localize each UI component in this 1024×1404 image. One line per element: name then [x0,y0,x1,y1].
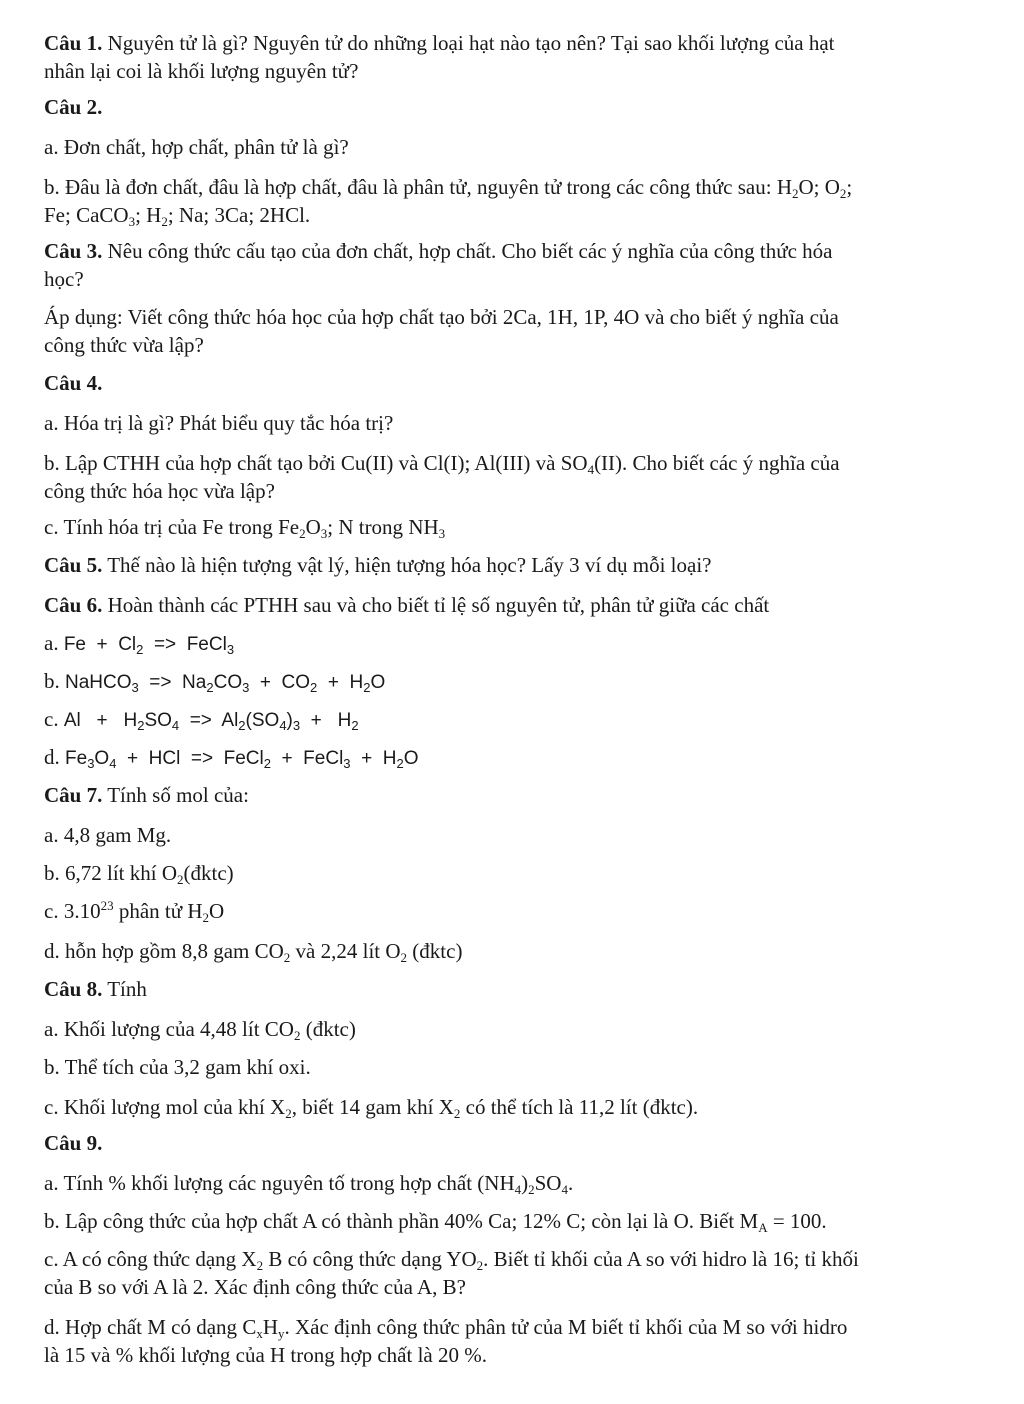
q9-c-line1: c. A có công thức dạng $X_2$ B có công thức dạng $YO_2$. Biết tỉ khối của A so với hidro là 16; tỉ khối [44,1247,859,1273]
q7-a: a. 4,8 gam Mg. [44,823,172,847]
q9-label: Câu 9. [44,1131,103,1155]
q1-text: Nguyên tử là gì? Nguyên tử do những loại hạt nào tạo nên? Tại sao khối lượng của hạt [102,31,835,55]
q8-label: Câu 8. [44,977,103,1001]
q7-b-tail: (đktc) [183,861,234,885]
q8-b: b. Thể tích của 3,2 gam khí oxi. [44,1055,311,1079]
q8-c-mid: , biết 14 gam khí [291,1095,439,1119]
q8-a-tail: (đktc) [300,1017,356,1041]
q7-line [44,782,1000,808]
q4-b-head: b. Lập CTHH của hợp chất tạo bởi Cu(II) và Cl(I); Al(III) và SO [44,451,588,475]
q9-c-tail: . Biết tỉ khối của A so với hidro là 16; tỉ khối [483,1247,859,1271]
q8-text: Tính [102,977,147,1001]
q7-c: c. 3.10$^{23}$ phân tử $H_2O$ [44,898,225,925]
equation-c: $Al + H_2SO_4 => Al_2(SO_4)_3 + H_2$ [63,710,359,733]
equation-d: $Fe_3O_4$ + HCl => FeCl$_2$ + FeCl$_3$ + $H_2O$ [65,748,419,771]
equation-a: $Fe + Cl_2$ => FeCl$_3$ [63,634,235,657]
q6-d [44,744,1000,772]
q6-b [44,668,1000,696]
q4-b-tail: (II). Cho biết các ý nghĩa của [594,451,840,475]
q2-b-line1: b. Đâu là đơn chất, đâu là hợp chất, đâu là phân tử, nguyên tử trong các công thức sau: $H_2O$; $O_2$; [44,175,853,201]
q4-c-mid: ; N trong [327,515,409,539]
q1-label: Câu 1. [44,31,103,55]
q6-line [44,592,1000,618]
q7-label: Câu 7. [44,783,103,807]
q8-a-head: a. Khối lượng của 4,48 lít [44,1017,265,1041]
q8-c-head: c. Khối lượng mol của khí [44,1095,271,1119]
q3-text: Nêu công thức cấu tạo của đơn chất, hợp chất. Cho biết các ý nghĩa của công thức hóa [102,239,833,263]
q9-c-line2: của B so với A là 2. Xác định công thức của A, B? [44,1275,466,1299]
q8-c-tail: có thể tích là 11,2 lít (đktc). [460,1095,699,1119]
q1-line1 [44,30,1000,56]
q8-a: a. Khối lượng của 4,48 lít $CO_2$ (đktc) [44,1017,356,1043]
q7-d-tail: (đktc) [407,939,463,963]
q4-b-line1: b. Lập CTHH của hợp chất tạo bởi Cu(II) và Cl(I); Al(III) và $SO_4(II)$. Cho biết các ý nghĩa của [44,451,840,477]
q4-a: a. Hóa trị là gì? Phát biểu quy tắc hóa trị? [44,411,394,435]
q7-d-mid: và 2,24 lít [290,939,386,963]
q4-label: Câu 4. [44,371,103,395]
q6-text: Hoàn thành các PTHH sau và cho biết tỉ lệ số nguyên tử, phân tử giữa các chất [102,593,770,617]
q7-c-mid: phân tử [113,899,188,923]
q1-line2: nhân lại coi là khối lượng nguyên tử? [44,59,359,83]
q9-d-tail: . Xác định công thức phân tử của M biết tỉ khối của M so với hidro [284,1315,848,1339]
q9-b: b. Lập công thức của hợp chất A có thành phần 40% Ca; 12% C; còn lại là O. Biết $M_A = 100$. [44,1209,827,1235]
q7-b-head: b. 6,72 lít khí [44,861,162,885]
q9-b-tail: = 100. [767,1209,827,1233]
q3-apply-line1: Áp dụng: Viết công thức hóa học của hợp chất tạo bởi 2Ca, 1H, 1P, 4O và cho biết ý nghĩa của [44,305,839,329]
q6-a-label: a. [44,631,59,655]
q4-b-line2: công thức hóa học vừa lập? [44,479,275,503]
q8-line [44,976,1000,1002]
q5-label: Câu 5. [44,553,103,577]
q6-b-label: b. [44,669,60,693]
q9-a-head: a. Tính % khối lượng các nguyên tố trong hợp chất [44,1171,478,1195]
q2-label: Câu 2. [44,95,103,119]
q6-c-label: c. [44,707,59,731]
q5-text: Thế nào là hiện tượng vật lý, hiện tượng hóa học? Lấy 3 ví dụ mỗi loại? [102,553,712,577]
q9-a: a. Tính % khối lượng các nguyên tố trong hợp chất $(NH_4)_2SO_4$. [44,1171,574,1197]
equation-b: NaHCO$_3$ => $Na_2CO_3 + CO_2 + H_2O$ [65,672,386,695]
q5-line [44,552,1000,578]
q9-c-head: c. A có công thức dạng [44,1247,242,1271]
q6-a [44,630,1000,658]
q4-c: c. Tính hóa trị của Fe trong $Fe_2O_3$; N trong $NH_3$ [44,515,446,541]
q6-c [44,706,1000,734]
q2-a: a. Đơn chất, hợp chất, phân tử là gì? [44,135,349,159]
q7-d: d. hỗn hợp gồm 8,8 gam $CO_2$ và 2,24 lít $O_2$ (đktc) [44,939,463,965]
q9-c-mid: B có công thức dạng [263,1247,447,1271]
q7-c-exponent: 23 [100,898,114,913]
q2-b-text: b. Đâu là đơn chất, đâu là hợp chất, đâu là phân tử, nguyên tử trong các công thức sau: [44,175,777,199]
q9-b-head: b. Lập công thức của hợp chất A có thành phần 40% Ca; 12% C; còn lại là O. Biết [44,1209,740,1233]
q3-line1 [44,238,1000,264]
q7-d-head: d. hỗn hợp gồm 8,8 gam [44,939,255,963]
q8-c: c. Khối lượng mol của khí $X_2$, biết 14 gam khí $X_2$ có thể tích là 11,2 lít (đktc). [44,1095,699,1121]
q7-b: b. 6,72 lít khí $O_2(đktc)$ [44,861,234,887]
q3-label: Câu 3. [44,239,103,263]
q4-c-head: c. Tính hóa trị của Fe trong [44,515,279,539]
q3-apply-line2: công thức vừa lập? [44,333,204,357]
q9-d-line1: d. Hợp chất M có dạng $C_xH_y$. Xác định công thức phân tử của M biết tỉ khối của M so với hidro [44,1315,848,1341]
q3-line2: học? [44,267,84,291]
q2-b-line2: Fe; CaCO$_3$; $H_2$; Na; 3Ca; 2HCl. [44,203,311,229]
q9-d-line2: là 15 và % khối lượng của H trong hợp chất là 20 %. [44,1343,487,1367]
q9-d-head: d. Hợp chất M có dạng [44,1315,243,1339]
q7-c-head: c. 3.10 [44,899,101,923]
q6-label: Câu 6. [44,593,103,617]
q7-text: Tính số mol của: [102,783,249,807]
q6-d-label: d. [44,745,60,769]
q2-b-tail: ; Na; 3Ca; 2HCl. [167,203,311,227]
